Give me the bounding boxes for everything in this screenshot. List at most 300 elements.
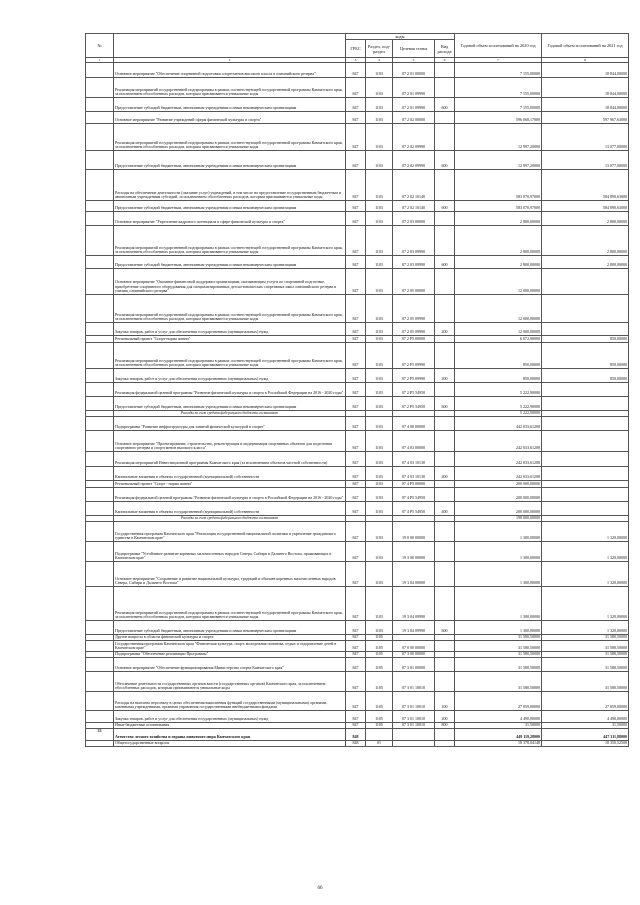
cell-2021: 13 077,00000 [542, 151, 629, 170]
cell-grbs: 847 [346, 417, 366, 431]
cell-csr: 07 2 01 09990 [393, 98, 435, 112]
cell-rzpr: 1105 [366, 711, 393, 723]
cell-num [86, 658, 114, 672]
cell-rzpr: 1103 [366, 542, 393, 562]
cell-num [86, 542, 114, 562]
cell-2021: 850,00000 [542, 343, 629, 369]
cell-vr [435, 729, 455, 741]
table-row [86, 641, 629, 652]
cell-csr: 07 4 P5 54950 [393, 502, 435, 516]
table-row [86, 269, 629, 295]
cell-grbs: 847 [346, 170, 366, 201]
cell-num [86, 212, 114, 226]
cell-2021 [542, 295, 629, 323]
cell-rzpr: 1103 [366, 269, 393, 295]
cell-2021: 31 580,50000 [542, 658, 629, 672]
cell-2021: 18 844,00000 [542, 98, 629, 112]
cell-csr: 07 3 01 10010 [393, 723, 435, 729]
cell-num [86, 98, 114, 112]
table-row [86, 452, 629, 467]
cell-num [86, 481, 114, 488]
cell-num [86, 452, 114, 467]
cell-csr: 07 3 01 10010 [393, 692, 435, 711]
cell-2021: 18 844,00000 [542, 78, 629, 98]
cell-2020: 31 580,50000 [455, 641, 542, 652]
cell-num [86, 112, 114, 124]
col-index: 3 [346, 58, 366, 63]
cell-grbs: 847 [346, 658, 366, 672]
cell-grbs: 847 [346, 397, 366, 411]
cell-2020: 18 378,04148 [455, 741, 542, 747]
cell-grbs: 847 [346, 201, 366, 212]
table-row [86, 201, 629, 212]
cell-grbs: 847 [346, 672, 366, 692]
cell-rzpr: 1103 [366, 481, 393, 488]
table-row [86, 481, 629, 488]
cell-name: Региональный проект "Спорт-норма жизни" [114, 336, 346, 343]
cell-csr: 07 4 00 00000 [393, 417, 435, 431]
cell-num [86, 741, 114, 747]
cell-grbs: 847 [346, 295, 366, 323]
cell-num [86, 672, 114, 692]
cell-csr: 07 2 02 10140 [393, 170, 435, 201]
cell-rzpr: 1103 [366, 226, 393, 256]
cell-2020: 12 997,20000 [455, 124, 542, 151]
cell-name: Реализация мероприятий государственной подпрограммы в рамках соответствующей государственной программы Камчатского края, за исключением обособленных расходов, которым присваиваются уникальные коды [114, 78, 346, 98]
cell-csr: 07 2 05 09990 [393, 323, 435, 336]
cell-num [86, 587, 114, 621]
cell-grbs: 847 [346, 124, 366, 151]
cell-num [86, 78, 114, 98]
cell-csr: 07 2 P5 00000 [393, 336, 435, 343]
cell-csr: 07 2 02 00000 [393, 112, 435, 124]
cell-vr [435, 562, 455, 587]
cell-grbs: 847 [346, 587, 366, 621]
cell-name: Основное мероприятие "Обеспечение функционирования Министерства спорта Камчатского края" [114, 658, 346, 672]
cell-vr: 600 [435, 397, 455, 411]
cell-2021: 584 890,63000 [542, 170, 629, 201]
table-row [86, 741, 629, 747]
cell-rzpr: 1103 [366, 78, 393, 98]
cell-rzpr: 1103 [366, 98, 393, 112]
cell-name: Закупка товаров, работ и услуг для обеспечения государственных (муниципальных) нужд [114, 369, 346, 383]
cell-2020: 596 068,17000 [455, 112, 542, 124]
cell-rzpr: 1103 [366, 587, 393, 621]
cell-2021: 31 580,50000 [542, 635, 629, 641]
cell-name: Реализация федеральной целевой программы "Развитие физической культуры и спорта в Российской Федерации на 2016 - 2020 годы" [114, 383, 346, 397]
cell-2021: 584 890,63000 [542, 201, 629, 212]
cell-name: Предоставление субсидий бюджетным, автономным учреждениям и иным некоммерческим организациям [114, 397, 346, 411]
cell-num [86, 641, 114, 652]
table-header [86, 34, 629, 63]
cell-csr: 07 3 00 00000 [393, 652, 435, 658]
cell-num [86, 201, 114, 212]
cell-2020: 12 000,00000 [455, 269, 542, 295]
cell-csr: 07 2 P5 09990 [393, 369, 435, 383]
cell-2020: 1 300,00000 [455, 621, 542, 635]
cell-csr: 07 2 02 09990 [393, 151, 435, 170]
cell-vr [435, 343, 455, 369]
cell-rzpr: 1103 [366, 467, 393, 481]
cell-csr: 19 3 04 09990 [393, 621, 435, 635]
cell-2020: 7 155,00000 [455, 98, 542, 112]
cell-num [86, 417, 114, 431]
cell-name: Реализация мероприятий государственной подпрограммы в рамках соответствующей государственной программы Камчатского края, за исключением обособленных расходов, которым присваиваются уникальные коды [114, 124, 346, 151]
table-row [86, 383, 629, 397]
table-row [86, 323, 629, 336]
cell-vr [435, 672, 455, 692]
cell-vr [435, 417, 455, 431]
cell-vr [435, 522, 455, 542]
cell-name: Основное мероприятие "Сохранение и развитие национальной культуры, традиций и обычаев коренных малочисленных народов Севера, Сибири и Дальнего Востока" [114, 562, 346, 587]
cell-rzpr: 1103 [366, 522, 393, 542]
table-row [86, 78, 629, 98]
cell-grbs: 847 [346, 692, 366, 711]
cell-name: Агентство лесного хозяйства и охраны животного мира Камчатского края [114, 729, 346, 741]
cell-vr: 600 [435, 256, 455, 269]
cell-2020: 242 033,61208 [455, 467, 542, 481]
cell-num [86, 269, 114, 295]
cell-2020: 242 033,61208 [455, 452, 542, 467]
col-index: 2 [114, 58, 346, 63]
cell-2021: 1 320,00000 [542, 621, 629, 635]
cell-grbs: 847 [346, 542, 366, 562]
cell-2020: 5 222,90000 [455, 411, 542, 417]
cell-2021 [542, 467, 629, 481]
cell-2020: 31 580,50000 [455, 672, 542, 692]
page-number: 66 [317, 886, 323, 891]
cell-2020: 6 072,90000 [455, 336, 542, 343]
cell-2020: 2 800,00000 [455, 212, 542, 226]
table-row [86, 151, 629, 170]
cell-2021 [542, 431, 629, 452]
cell-grbs: 847 [346, 323, 366, 336]
cell-2021 [542, 397, 629, 411]
cell-vr: 800 [435, 723, 455, 729]
col-2020-header: Годовой объем ассигнований на 2020 год [455, 34, 542, 58]
cell-rzpr: 1105 [366, 641, 393, 652]
table-row [86, 112, 629, 124]
cell-name: Предоставление субсидий бюджетным, автономным учреждениям и иным некоммерческим организациям [114, 201, 346, 212]
cell-2021 [542, 269, 629, 295]
cell-num [86, 711, 114, 723]
cell-2021: 447 311,88000 [542, 729, 629, 741]
cell-grbs: 848 [346, 741, 366, 747]
cell-csr: 07 2 P5 09990 [393, 343, 435, 369]
cell-csr: 07 2 03 00000 [393, 212, 435, 226]
col-num-header: № [86, 34, 114, 58]
cell-2021: 2 800,00000 [542, 256, 629, 269]
cell-rzpr: 1103 [366, 452, 393, 467]
table-row [86, 212, 629, 226]
cell-rzpr: 1103 [366, 201, 393, 212]
cell-2021 [542, 383, 629, 397]
table-row [86, 63, 629, 78]
cell-num [86, 170, 114, 201]
cell-2021 [542, 417, 629, 431]
cell-csr: 07 0 00 00000 [393, 641, 435, 652]
col-index: 8 [542, 58, 629, 63]
cell-2021: 1 320,00000 [542, 542, 629, 562]
cell-name: Основное мероприятие "Оказание финансовой поддержки организациям, оказывающим услуги по спортивной подготовке, приобретение спортивного оборудования для специализированных детско-юношеских спортивных школ олимпийского резерва и училищ олимпийского резерва" [114, 269, 346, 295]
cell-2020: 4 490,00000 [455, 711, 542, 723]
cell-csr: 07 2 02 09990 [393, 124, 435, 151]
cell-csr [393, 741, 435, 747]
cell-name: Расходы за счет средств федерального бюджета составляют [114, 516, 346, 522]
cell-2021: 18 350,52500 [542, 741, 629, 747]
table-row [86, 467, 629, 481]
cell-rzpr: 1103 [366, 488, 393, 502]
cell-csr: 07 4 P5 54950 [393, 488, 435, 502]
cell-2021: 31 580,50000 [542, 672, 629, 692]
cell-rzpr: 1103 [366, 170, 393, 201]
cell-csr: 07 4 P5 00000 [393, 481, 435, 488]
cell-rzpr: 1103 [366, 336, 393, 343]
cell-grbs: 847 [346, 343, 366, 369]
cell-name: Иные бюджетные ассигнования [114, 723, 346, 729]
cell-grbs: 847 [346, 336, 366, 343]
cell-vr [435, 269, 455, 295]
table-row [86, 672, 629, 692]
cell-2021: 31 580,50000 [542, 652, 629, 658]
table-row [86, 295, 629, 323]
codes-group-header: коды [346, 34, 455, 40]
cell-2021 [542, 502, 629, 516]
cell-2020: 5 222,90000 [455, 397, 542, 411]
cell-rzpr: 1103 [366, 343, 393, 369]
cell-2021: 18 844,00000 [542, 63, 629, 78]
cell-num: 33 [86, 729, 114, 741]
budget-table [85, 33, 629, 747]
cell-2020: 12 000,00000 [455, 323, 542, 336]
cell-grbs: 847 [346, 522, 366, 542]
cell-vr [435, 481, 455, 488]
cell-vr [435, 383, 455, 397]
cell-vr [435, 542, 455, 562]
cell-csr: 07 2 03 09990 [393, 226, 435, 256]
cell-2020: 12 997,20000 [455, 151, 542, 170]
cell-rzpr: 1103 [366, 323, 393, 336]
cell-2021: 4 490,00000 [542, 711, 629, 723]
cell-2020: 850,00000 [455, 343, 542, 369]
cell-2020: 2 800,00000 [455, 226, 542, 256]
cell-vr: 600 [435, 201, 455, 212]
cell-2020: 1 300,00000 [455, 587, 542, 621]
cell-name: Реализация мероприятий государственной подпрограммы в рамках соответствующей государственной программы Камчатского края, за исключением обособленных расходов, которым присваиваются уникальные коды [114, 226, 346, 256]
cell-2021: 1 320,00000 [542, 522, 629, 542]
cell-rzpr: 1105 [366, 692, 393, 711]
cell-num [86, 124, 114, 151]
cell-grbs: 847 [346, 641, 366, 652]
cell-grbs: 847 [346, 431, 366, 452]
cell-rzpr: 1103 [366, 124, 393, 151]
cell-vr: 200 [435, 323, 455, 336]
table-row [86, 431, 629, 452]
cell-2021 [542, 452, 629, 467]
cell-csr: 07 2 P5 54950 [393, 397, 435, 411]
cell-csr: 07 2 05 09990 [393, 295, 435, 323]
cell-name: Другие вопросы в области физической культуры и спорта [114, 635, 346, 641]
cell-rzpr: 1103 [366, 397, 393, 411]
cell-2020: 442 033,61208 [455, 417, 542, 431]
cell-name: Основное мероприятие "Проектирование, строительство, реконструкция и модернизация спортивных объектов для подготовки спортивного резерва и спортсменов высокого класса" [114, 431, 346, 452]
cell-vr: 400 [435, 467, 455, 481]
col-grbs-header: ГРБС [346, 40, 366, 58]
cell-vr [435, 112, 455, 124]
cell-name: Государственная программа Камчатского края "Реализация государственной национальной политики и укрепление гражданского единства в Камчатском крае" [114, 522, 346, 542]
cell-2021: 2 800,00000 [542, 226, 629, 256]
cell-csr: 19 3 00 00000 [393, 542, 435, 562]
cell-2020: 7 155,00000 [455, 78, 542, 98]
cell-2021 [542, 481, 629, 488]
cell-2020: 1 300,00000 [455, 542, 542, 562]
cell-csr: 19 3 04 09990 [393, 587, 435, 621]
cell-rzpr: 1105 [366, 635, 393, 641]
cell-vr: 200 [435, 369, 455, 383]
cell-csr: 07 4 03 00000 [393, 431, 435, 452]
col-vr-header: Вид расхода [435, 40, 455, 58]
cell-name: Расходы за счет средств федерального бюджета составляют [114, 411, 346, 417]
cell-2020: 7 155,00000 [455, 63, 542, 78]
cell-2021: 2 800,00000 [542, 212, 629, 226]
cell-grbs: 847 [346, 621, 366, 635]
cell-2020: 850,00000 [455, 369, 542, 383]
table-row [86, 502, 629, 516]
cell-name: Подпрограмма "Развитие инфраструктуры для занятий физической культурой в спорте" [114, 417, 346, 431]
cell-2020: 31 590,50000 [455, 635, 542, 641]
cell-vr [435, 431, 455, 452]
cell-name: Реализация мероприятий государственной подпрограммы в рамках соответствующей государственной программы Камчатского края, за исключением обособленных расходов, которым присваиваются уникальные коды [114, 343, 346, 369]
cell-grbs: 847 [346, 369, 366, 383]
table-row [86, 562, 629, 587]
cell-rzpr: 1103 [366, 621, 393, 635]
cell-2020: 1 300,00000 [455, 562, 542, 587]
cell-rzpr: 1103 [366, 431, 393, 452]
cell-name: Подпрограмма "Обеспечение реализации Программы" [114, 652, 346, 658]
table-row [86, 170, 629, 201]
cell-num [86, 151, 114, 170]
budget-table-sheet [85, 33, 628, 747]
cell-csr: 07 2 P5 54950 [393, 383, 435, 397]
cell-vr [435, 295, 455, 323]
cell-csr: 19 3 04 00000 [393, 562, 435, 587]
cell-grbs: 847 [346, 711, 366, 723]
cell-vr: 600 [435, 621, 455, 635]
table-row [86, 397, 629, 411]
cell-name: Реализация мероприятий Инвестиционной программы Камчатского края (за исключением объектов частной собственности) [114, 452, 346, 467]
cell-num [86, 502, 114, 516]
table-row [86, 98, 629, 112]
cell-grbs: 847 [346, 78, 366, 98]
cell-rzpr: 1103 [366, 63, 393, 78]
cell-num [86, 256, 114, 269]
cell-grbs: 847 [346, 98, 366, 112]
cell-2021: 850,00000 [542, 369, 629, 383]
col-index: 5 [393, 58, 435, 63]
table-row [86, 256, 629, 269]
cell-grbs: 847 [346, 383, 366, 397]
cell-name: Расходы на выплаты персоналу в целях обеспечения выполнения функций государственными (муниципальными) органами, казенными учреждениями, органами управления государственными внебюджетными фондами [114, 692, 346, 711]
col-rzpr-header: Раздел, под-раздел [366, 40, 393, 58]
cell-2020: 198 000,00000 [455, 516, 542, 522]
cell-grbs: 847 [346, 212, 366, 226]
col-index: 4 [366, 58, 393, 63]
cell-grbs: 847 [346, 452, 366, 467]
cell-rzpr: 1103 [366, 295, 393, 323]
table-row [86, 692, 629, 711]
cell-num [86, 397, 114, 411]
cell-rzpr: 1105 [366, 658, 393, 672]
cell-2020: 5 222,90000 [455, 383, 542, 397]
cell-name: Основное мероприятие "Развитие учреждений сферы физической культуры и спорта" [114, 112, 346, 124]
cell-vr [435, 658, 455, 672]
cell-rzpr: 1103 [366, 502, 393, 516]
cell-grbs: 847 [346, 652, 366, 658]
table-row [86, 417, 629, 431]
cell-name: Капитальные вложения в объекты государственной (муниципальной) собственности [114, 467, 346, 481]
cell-grbs: 847 [346, 151, 366, 170]
cell-name: Реализация федеральной целевой программы "Развитие физической культуры и спорта в Российской Федерации на 2016 - 2020 годы" [114, 488, 346, 502]
table-row [86, 488, 629, 502]
cell-num [86, 467, 114, 481]
cell-2020: 200 000,00000 [455, 481, 542, 488]
cell-2020: 449 119,28000 [455, 729, 542, 741]
cell-name: Основное мероприятие "Укрепление кадрового потенциала в сфере физической культуры и спорта" [114, 212, 346, 226]
cell-vr [435, 741, 455, 747]
cell-rzpr: 1103 [366, 112, 393, 124]
cell-vr [435, 124, 455, 151]
table-row [86, 369, 629, 383]
cell-vr [435, 587, 455, 621]
cell-num [86, 369, 114, 383]
cell-csr: 19 0 00 00000 [393, 522, 435, 542]
cell-rzpr: 1105 [366, 723, 393, 729]
cell-vr: 100 [435, 692, 455, 711]
cell-csr: 07 4 03 10130 [393, 467, 435, 481]
cell-2020: 31 580,50000 [455, 658, 542, 672]
cell-2020: 1 300,00000 [455, 522, 542, 542]
cell-2020: 27 059,00000 [455, 692, 542, 711]
cell-name: Расходы на обеспечение деятельности (оказание услуг) учреждений, в том числе на предоставление государственным бюджетным и автономным учреждениям субсидий, за исключением обособленных расходов, которым присваиваются уникальные коды [114, 170, 346, 201]
cell-rzpr: 1105 [366, 672, 393, 692]
cell-num [86, 226, 114, 256]
table-row [86, 542, 629, 562]
cell-grbs: 847 [346, 723, 366, 729]
cell-num [86, 488, 114, 502]
cell-2021: 31 580,50000 [542, 641, 629, 652]
table-row [86, 124, 629, 151]
cell-2021: 1 320,00000 [542, 562, 629, 587]
cell-csr: 07 2 03 09990 [393, 256, 435, 269]
cell-2020: 12 000,00000 [455, 295, 542, 323]
cell-vr [435, 170, 455, 201]
cell-vr: 600 [435, 98, 455, 112]
cell-grbs: 847 [346, 562, 366, 587]
cell-num [86, 383, 114, 397]
cell-num [86, 295, 114, 323]
cell-rzpr: 1103 [366, 256, 393, 269]
cell-rzpr: 1103 [366, 212, 393, 226]
cell-rzpr: 1105 [366, 652, 393, 658]
cell-num [86, 562, 114, 587]
cell-name: Реализация мероприятий государственной подпрограммы в рамках соответствующей государственной программы Камчатского края, за исключением обособленных расходов, которым присваиваются уникальные коды [114, 587, 346, 621]
cell-num [86, 431, 114, 452]
cell-rzpr [366, 729, 393, 741]
table-row [86, 587, 629, 621]
cell-vr [435, 336, 455, 343]
cell-rzpr: 1103 [366, 369, 393, 383]
cell-vr [435, 641, 455, 652]
